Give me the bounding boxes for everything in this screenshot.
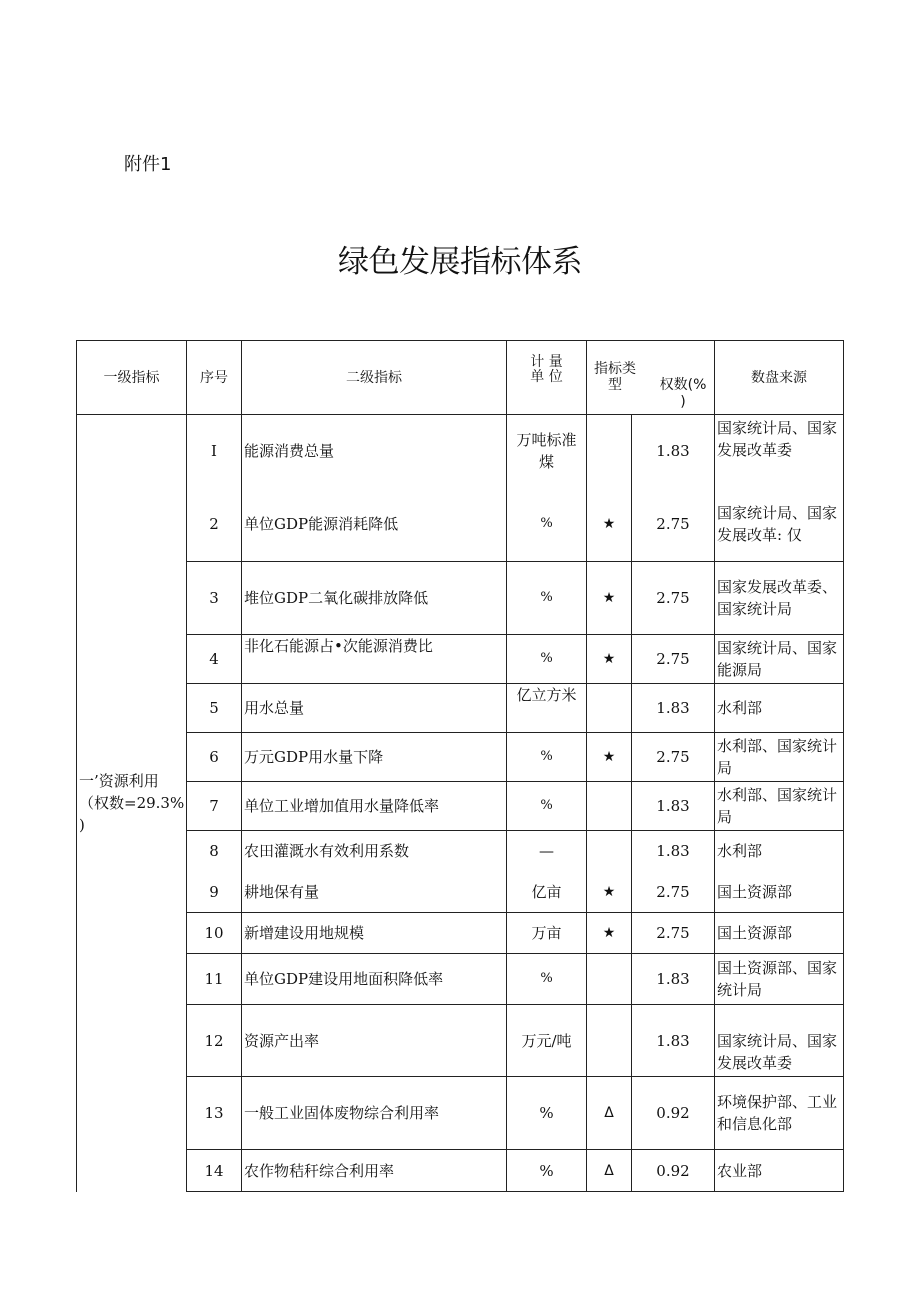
- type-cell: [587, 782, 632, 831]
- weight-cell: 1.83: [632, 684, 715, 733]
- table-row: [77, 1077, 844, 1150]
- seq-cell: 4: [187, 635, 242, 684]
- seq-cell: 10: [187, 913, 242, 954]
- unit-cell: %: [507, 1150, 587, 1192]
- header-type-weight: [587, 341, 715, 415]
- unit-cell: %: [507, 1077, 587, 1150]
- source-cell: 国家统计局、国家能源局: [715, 635, 844, 684]
- seq-cell: 6: [187, 733, 242, 782]
- table-row: [77, 562, 844, 635]
- unit-cell: %: [507, 562, 587, 635]
- table-row: [77, 684, 844, 733]
- type-cell: [587, 831, 632, 872]
- header-unit: [507, 341, 587, 415]
- type-cell: [587, 415, 632, 488]
- type-cell: [587, 1005, 632, 1077]
- table-row: [77, 1005, 844, 1077]
- unit-cell: 亿亩: [507, 872, 587, 913]
- seq-cell: 2: [187, 488, 242, 562]
- weight-cell: 2.75: [632, 733, 715, 782]
- seq-cell: 14: [187, 1150, 242, 1192]
- table-row: [77, 872, 844, 913]
- header-source: 数盘来源: [715, 341, 844, 415]
- weight-cell: 2.75: [632, 488, 715, 562]
- source-cell: 农业部: [715, 1150, 844, 1192]
- indicator-name: 单位GDP能源消耗降低: [242, 488, 507, 562]
- page-title: 绿色发展指标体系: [338, 244, 582, 280]
- header-row: [77, 341, 844, 415]
- header-weight-line2: ): [680, 394, 686, 410]
- unit-cell: %: [507, 635, 587, 684]
- indicator-name: 用水总量: [242, 684, 507, 733]
- source-cell: 国土资源部: [715, 872, 844, 913]
- indicator-name: 新增建设用地规模: [242, 913, 507, 954]
- table-row: [77, 415, 844, 488]
- unit-text: 万吨标准煤: [516, 431, 577, 472]
- group-line1: 一’资源利用: [79, 772, 159, 791]
- seq-cell: 5: [187, 684, 242, 733]
- indicator-name: 一般工业固体废物综合利用率: [242, 1077, 507, 1150]
- seq-cell: 13: [187, 1077, 242, 1150]
- unit-cell: 亿立方米: [507, 684, 587, 733]
- level1-cell: [77, 415, 187, 1192]
- weight-cell: 1.83: [632, 831, 715, 872]
- header-level1: 一级指标: [77, 341, 187, 415]
- weight-cell: 2.75: [632, 913, 715, 954]
- unit-cell: [507, 415, 587, 488]
- header-level2: 二级指标: [242, 341, 507, 415]
- unit-cell: %: [507, 733, 587, 782]
- type-cell: ★: [587, 635, 632, 684]
- table-row: [77, 733, 844, 782]
- indicator-name: 农作物秸秆综合利用率: [242, 1150, 507, 1192]
- source-cell: 环境保护部、工业和信息化部: [715, 1077, 844, 1150]
- indicator-table: [76, 340, 844, 1192]
- seq-cell: 12: [187, 1005, 242, 1077]
- type-cell: ★: [587, 733, 632, 782]
- group-line3: ): [79, 816, 85, 835]
- source-cell: 水利部: [715, 831, 844, 872]
- seq-cell: 3: [187, 562, 242, 635]
- header-unit-line2: 单 位: [530, 368, 563, 385]
- unit-cell: 万亩: [507, 913, 587, 954]
- seq-cell: 8: [187, 831, 242, 872]
- unit-cell: —: [507, 831, 587, 872]
- source-cell: 国家统计局、国家发展改革委: [715, 1005, 844, 1077]
- source-cell: 国土资源部: [715, 913, 844, 954]
- indicator-name: 能源消费总量: [242, 415, 507, 488]
- type-cell: ★: [587, 872, 632, 913]
- table-row: [77, 635, 844, 684]
- seq-cell: 11: [187, 954, 242, 1005]
- weight-cell: 2.75: [632, 562, 715, 635]
- weight-cell: 1.83: [632, 415, 715, 488]
- weight-cell: 1.83: [632, 1005, 715, 1077]
- seq-cell: 7: [187, 782, 242, 831]
- header-unit-line1: 计 量: [530, 353, 563, 370]
- source-cell: 国家发展改革委、国家统计局: [715, 562, 844, 635]
- indicator-name: 单位GDP建设用地面积降低率: [242, 954, 507, 1005]
- header-weight-line1: 权数(%: [659, 377, 707, 393]
- unit-cell: 万元/吨: [507, 1005, 587, 1077]
- weight-cell: 2.75: [632, 872, 715, 913]
- unit-cell: %: [507, 488, 587, 562]
- group-line2: （权数=29.3%: [79, 794, 185, 813]
- source-cell: 水利部、国家统计局: [715, 782, 844, 831]
- weight-cell: 1.83: [632, 782, 715, 831]
- unit-cell: %: [507, 954, 587, 1005]
- indicator-name: 堆位GDP二氧化碳排放降低: [242, 562, 507, 635]
- source-cell: 水利部、国家统计局: [715, 733, 844, 782]
- seq-cell: I: [187, 415, 242, 488]
- table-row: [77, 954, 844, 1005]
- indicator-name: 农田灌溉水有效利用系数: [242, 831, 507, 872]
- header-seq: 序号: [187, 341, 242, 415]
- attachment-label: 附件1: [124, 154, 172, 175]
- table-row: [77, 1150, 844, 1192]
- source-cell: 水利部: [715, 684, 844, 733]
- seq-cell: 9: [187, 872, 242, 913]
- type-cell: Δ: [587, 1150, 632, 1192]
- type-cell: [587, 684, 632, 733]
- source-cell: 国家统计局、国家发展改革: 仅: [715, 488, 844, 562]
- table-row: [77, 782, 844, 831]
- header-type-line1: 指标类: [594, 361, 636, 377]
- indicator-name: 资源产出率: [242, 1005, 507, 1077]
- type-cell: [587, 954, 632, 1005]
- type-cell: Δ: [587, 1077, 632, 1150]
- source-cell: 国家统计局、国家发展改革委: [715, 415, 844, 488]
- type-cell: ★: [587, 488, 632, 562]
- table-row: [77, 913, 844, 954]
- indicator-name: 单位工业增加值用水量降低率: [242, 782, 507, 831]
- weight-cell: 0.92: [632, 1077, 715, 1150]
- indicator-name: 耕地保有量: [242, 872, 507, 913]
- indicator-name: 万元GDP用水量下降: [242, 733, 507, 782]
- indicator-name: 非化石能源占•次能源消费比: [242, 635, 507, 684]
- source-cell: 国土资源部、国家统计局: [715, 954, 844, 1005]
- weight-cell: 1.83: [632, 954, 715, 1005]
- unit-cell: %: [507, 782, 587, 831]
- type-cell: ★: [587, 562, 632, 635]
- type-cell: ★: [587, 913, 632, 954]
- table-row: [77, 488, 844, 562]
- weight-cell: 0.92: [632, 1150, 715, 1192]
- weight-cell: 2.75: [632, 635, 715, 684]
- table-row: [77, 831, 844, 872]
- header-type-line2: 型: [608, 377, 622, 393]
